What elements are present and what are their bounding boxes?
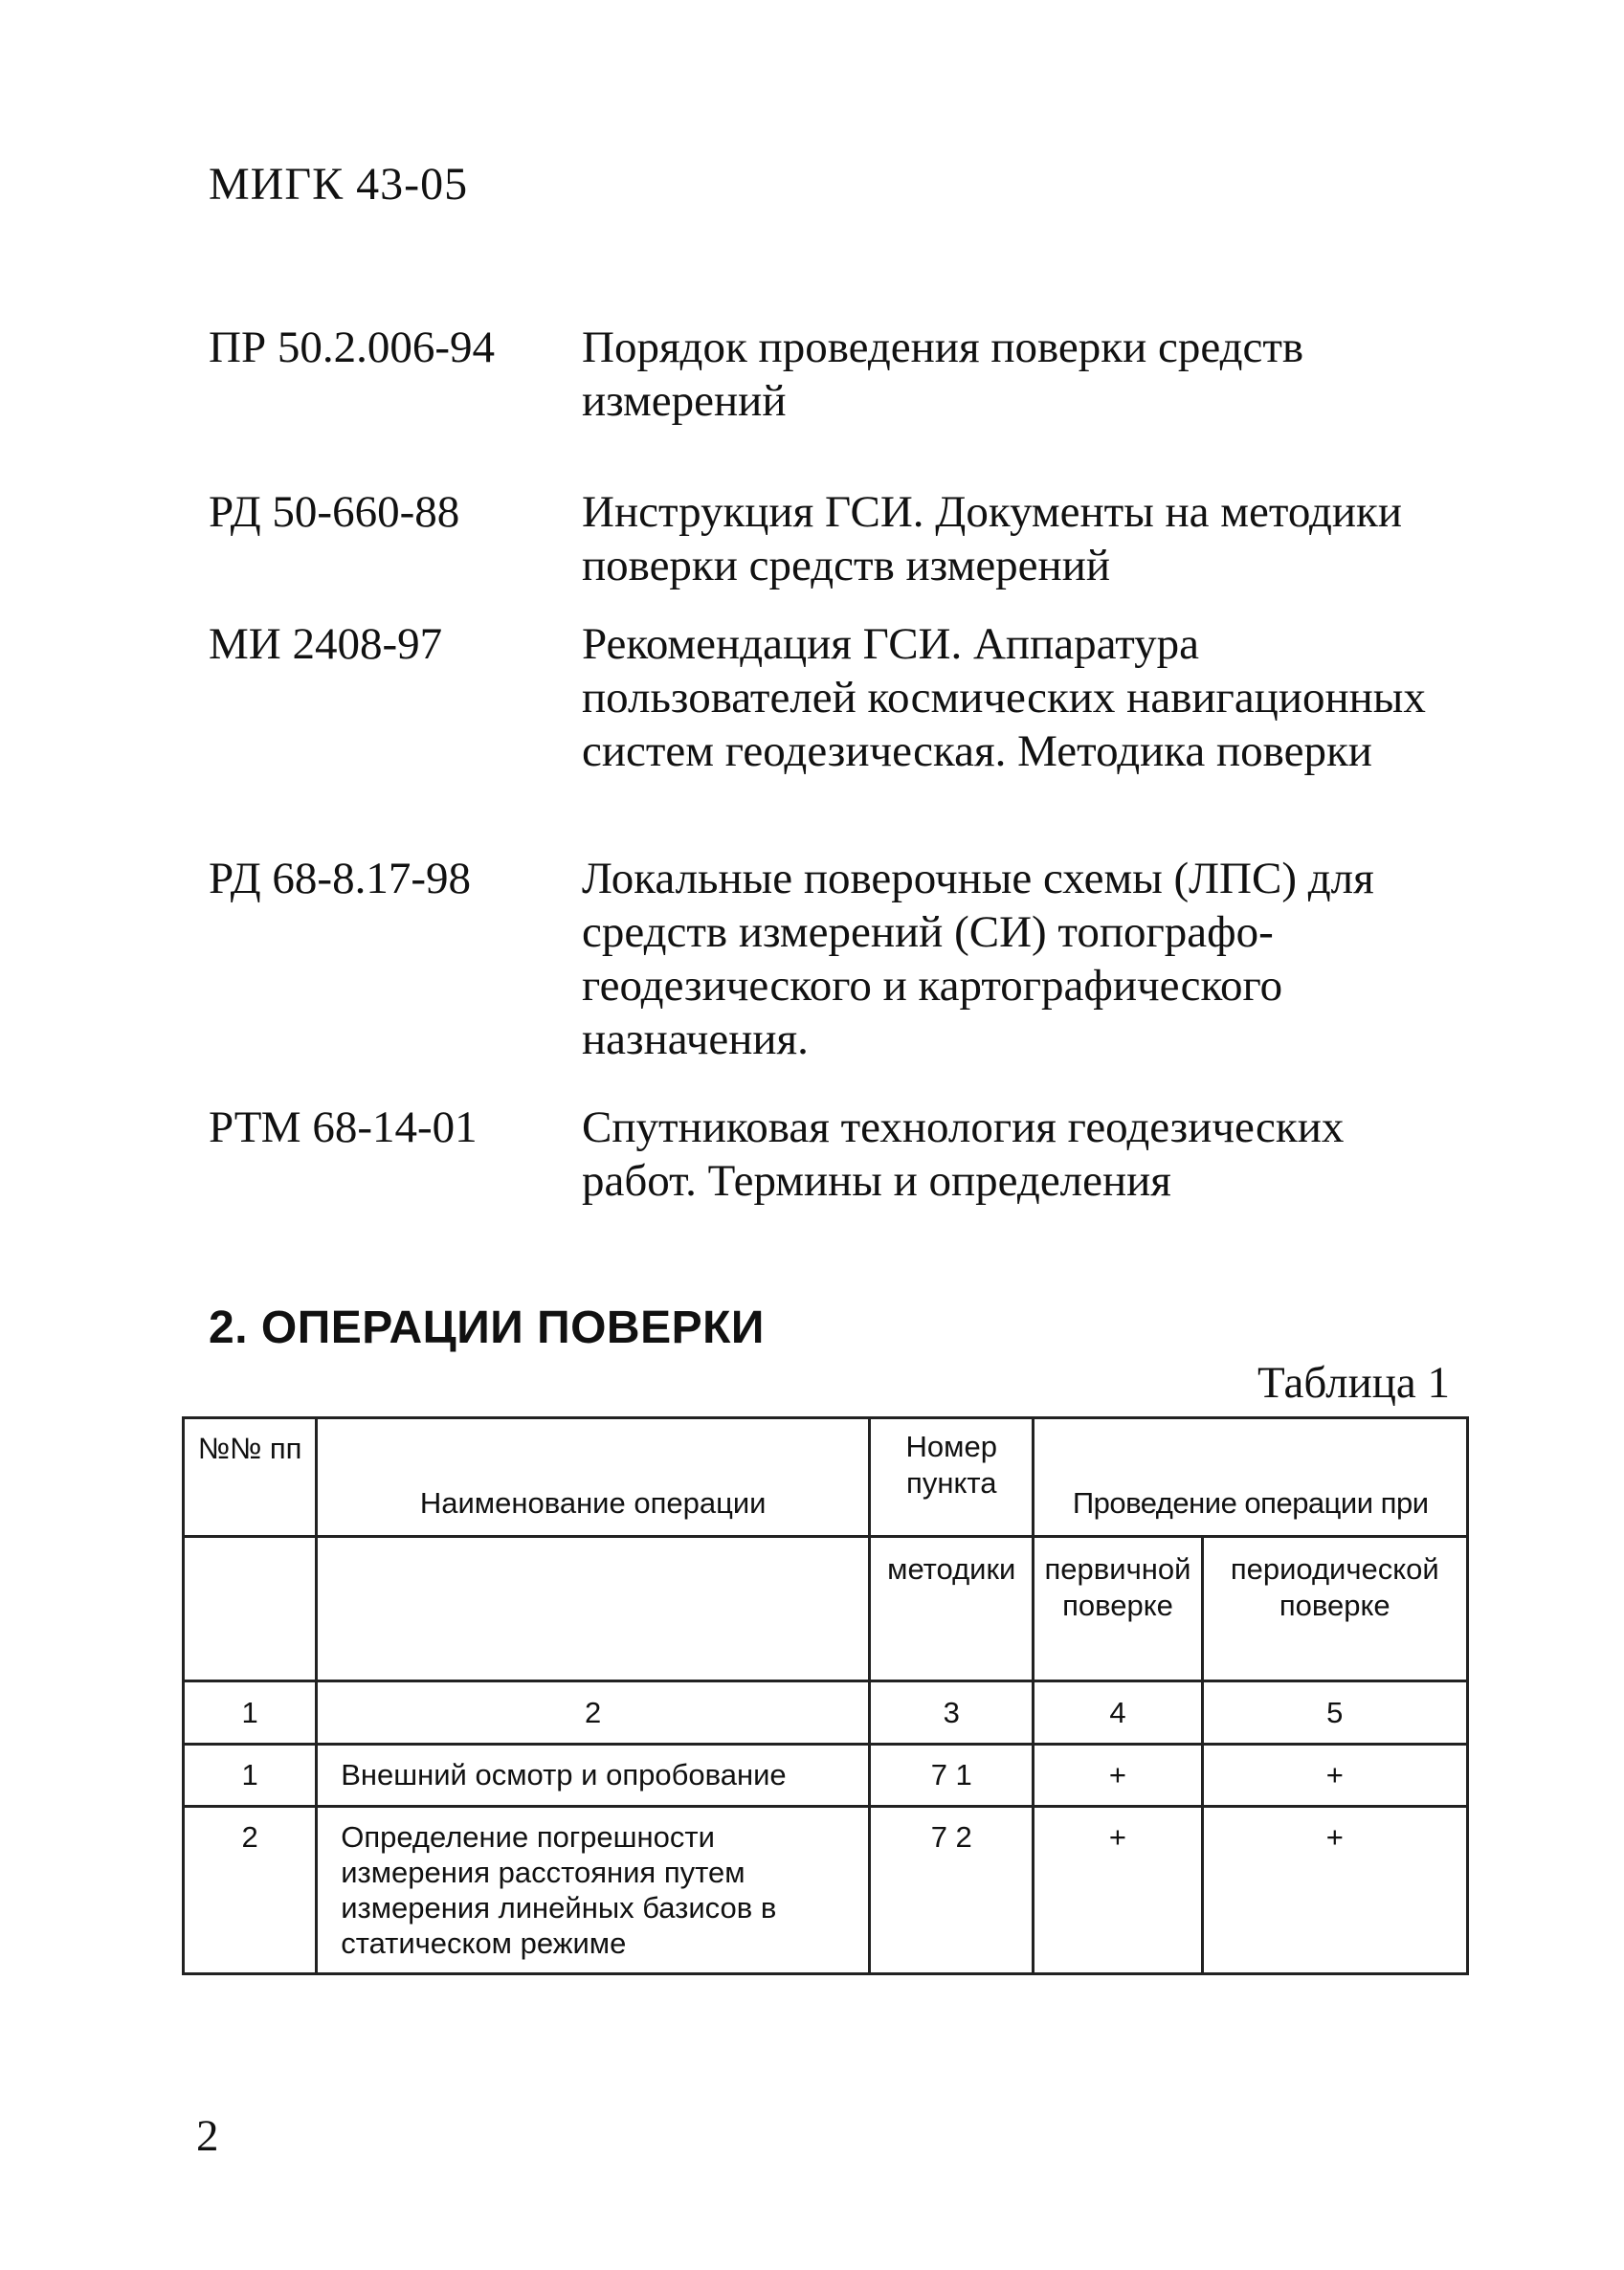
row-num: 1 — [184, 1745, 317, 1807]
column-number: 3 — [870, 1681, 1034, 1745]
reference-code: МИ 2408-97 — [209, 619, 443, 669]
column-number: 5 — [1202, 1681, 1467, 1745]
reference-code: РД 50-660-88 — [209, 487, 460, 537]
column-number: 4 — [1034, 1681, 1202, 1745]
row-clause: 7 1 — [870, 1745, 1034, 1807]
column-number: 2 — [317, 1681, 870, 1745]
section-title: 2. ОПЕРАЦИИ ПОВЕРКИ — [209, 1302, 765, 1353]
document-code: МИГК 43-05 — [209, 159, 469, 210]
reference-title: Инструкция ГСИ. Документы на методики поверки средств измерений — [582, 487, 1403, 590]
reference-code: ПР 50.2.006-94 — [209, 323, 495, 372]
reference-code: РД 68-8.17-98 — [209, 854, 471, 903]
reference-item — [209, 485, 1462, 592]
header-clause: Номер пункта — [870, 1418, 1034, 1537]
row-name: Определение погрешности измерения расстояния путем измерения линейных базисов в статическом режиме — [317, 1807, 870, 1974]
operations-table — [182, 1416, 1469, 1975]
table-row — [184, 1745, 1468, 1807]
header-name: Наименование операции — [317, 1418, 870, 1537]
subheader-empty — [184, 1537, 317, 1681]
row-num: 2 — [184, 1807, 317, 1974]
table-row — [184, 1807, 1468, 1974]
column-number-row — [184, 1681, 1468, 1745]
reference-title: Рекомендация ГСИ. Аппаратура пользователей космических навигационных систем геодезическая. Методика поверки — [582, 619, 1426, 776]
page-number: 2 — [196, 2111, 219, 2161]
table-caption: Таблица 1 — [1257, 1358, 1450, 1408]
reference-item — [209, 321, 1462, 428]
reference-title: Порядок проведения поверки средств измерений — [582, 323, 1304, 426]
header-primary: первичной поверке — [1034, 1537, 1202, 1681]
reference-item — [209, 1101, 1462, 1208]
row-periodic: + — [1202, 1745, 1467, 1807]
header-clause-sub: методики — [870, 1537, 1034, 1681]
subheader-empty — [317, 1537, 870, 1681]
header-periodic: периодической поверке — [1202, 1537, 1467, 1681]
reference-title: Локальные поверочные схемы (ЛПС) для средств измерений (СИ) топографо-геодезического и картографического назначения. — [582, 854, 1374, 1064]
column-number: 1 — [184, 1681, 317, 1745]
header-conduct: Проведение операции при — [1034, 1418, 1468, 1537]
reference-item — [209, 617, 1462, 778]
row-clause: 7 2 — [870, 1807, 1034, 1974]
row-periodic: + — [1202, 1807, 1467, 1974]
row-primary: + — [1034, 1745, 1202, 1807]
table-header-row — [184, 1418, 1468, 1537]
header-num: №№ пп — [184, 1418, 317, 1537]
row-primary: + — [1034, 1807, 1202, 1974]
row-name: Внешний осмотр и опробование — [317, 1745, 870, 1807]
reference-code: РТМ 68-14-01 — [209, 1102, 478, 1152]
reference-title: Спутниковая технология геодезических работ. Термины и определения — [582, 1102, 1345, 1206]
table-subheader-row — [184, 1537, 1468, 1681]
reference-item — [209, 852, 1462, 1066]
